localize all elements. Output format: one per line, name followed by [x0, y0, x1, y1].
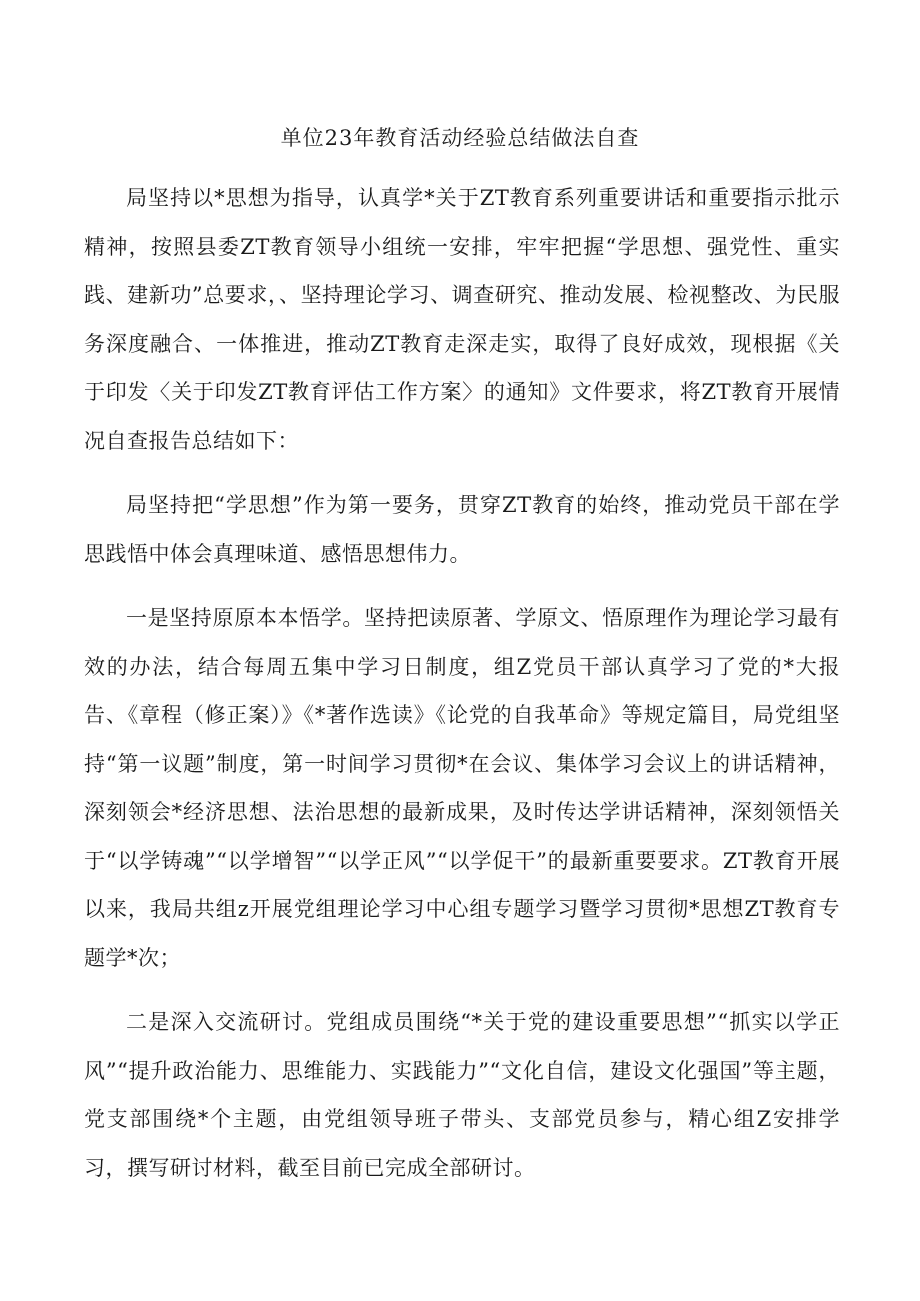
paragraph-intro: 局坚持以*思想为指导，认真学*关于ZT教育系列重要讲话和重要指示批示精神，按照县委ZT教育领导小组统一安排，牢牢把握“学思想、强党性、重实践、建新功”总要求，、坚持理论学习、调查研究、推动发展、检视整改、为民服务深度融合、一体推进，推动ZT教育走深走实，取得了良好成效，现根据《关于印发〈关于印发ZT教育评估工作方案〉的通知》文件要求，将ZT教育开展情况自查报告总结如下：	[84, 186, 840, 453]
document-body	[84, 174, 840, 1208]
paragraph-point-two: 二是深入交流研讨。党组成员围绕“*关于党的建设重要思想”“抓实以学正风”“提升政治能力、思维能力、实践能力”“文化自信，建设文化强国”等主题，党支部围绕*个主题，由党组领导班子带头、支部党员参与，精心组Z安排学习，撰写研讨材料，截至目前已完成全部研讨。	[84, 1010, 840, 1180]
document-title: 单位23年教育活动经验总结做法自查	[280, 126, 640, 150]
paragraph-study-priority: 局坚持把“学思想”作为第一要务，贯穿ZT教育的始终，推动党员干部在学思践悟中体会真理味道、感悟思想伟力。	[84, 493, 840, 566]
paragraph-point-one: 一是坚持原原本本悟学。坚持把读原著、学原文、悟原理作为理论学习最有效的办法，结合每周五集中学习日制度，组Z党员干部认真学习了党的*大报告、《章程（修正案）》《*著作选读》《论党的自我革命》等规定篇目，局党组坚持“第一议题”制度，第一时间学习贯彻*在会议、集体学习会议上的讲话精神，深刻领会*经济思想、法治思想的最新成果，及时传达学讲话精神，深刻领悟关于“以学铸魂”“以学增智”“以学正风”“以学促干”的最新重要要求。ZT教育开展以来，我局共组z开展党组理论学习中心组专题学习暨学习贯彻*思想ZT教育专题学*次；	[84, 606, 840, 970]
